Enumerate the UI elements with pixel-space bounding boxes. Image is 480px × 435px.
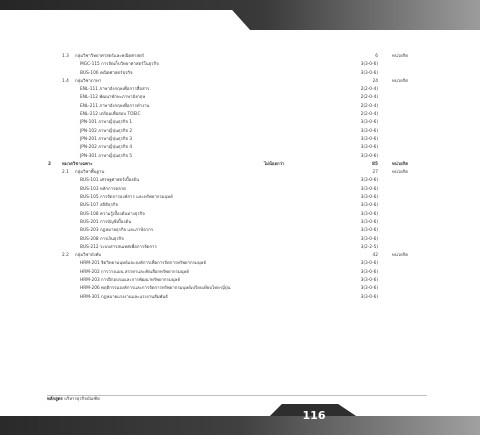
course-row (48, 103, 468, 111)
course-credits: 3(3-0-6) (360, 278, 378, 284)
course-row (48, 285, 468, 293)
course-row (48, 211, 468, 219)
group-title: กลุ่มวิชาภาษา (75, 78, 102, 84)
course-name: JPN-101 ภาษาญี่ปุ่นธุรกิจ 1 (80, 120, 133, 126)
credit-total: 27 (372, 170, 378, 176)
course-row (48, 153, 468, 161)
course-row (48, 269, 468, 277)
credit-unit: หน่วยกิต (392, 54, 409, 59)
group-row (48, 252, 468, 260)
course-row (48, 186, 468, 194)
course-credits: 2(2-0-4) (360, 87, 378, 93)
course-row (48, 94, 468, 102)
course-credits: 2(2-0-4) (360, 95, 378, 101)
course-name: BUS-101 เศรษฐศาสตร์เบื้องต้น (80, 178, 140, 184)
course-row (48, 219, 468, 227)
course-name: ENL-111 ภาษาอังกฤษเพื่อการสื่อสาร (80, 87, 150, 93)
bottom-banner (0, 404, 480, 435)
category-title: หมวดวิชาเฉพาะ (62, 161, 93, 167)
course-name: BUS-105 การจัดการองค์การ และทรัพยากรมนุษย์ (80, 195, 173, 201)
course-row (48, 111, 468, 119)
course-name: JPN-102 ภาษาญี่ปุ่นธุรกิจ 2 (80, 128, 133, 134)
group-title: กลุ่มวิชาวิทยาศาสตร์และคณิตศาสตร์ (75, 54, 145, 59)
course-name: BUS-208 การเงินธุรกิจ (80, 236, 124, 242)
group-row (48, 78, 468, 86)
course-credits: 3(3-0-6) (360, 236, 378, 242)
course-credits: 3(3-0-6) (360, 145, 378, 151)
course-name: HRM-203 การฝึกอบรมและการพัฒนาทรัพยากรมนุษย์ (80, 278, 180, 284)
credit-unit: หน่วยกิต (392, 170, 409, 176)
credit-unit: หน่วยกิต (392, 161, 409, 167)
course-credits: 3(3-0-6) (360, 153, 378, 159)
course-credits: 3(3-0-6) (360, 62, 378, 68)
course-row (48, 128, 468, 136)
credit-total: 42 (372, 253, 378, 259)
group-title: กลุ่มวิชาพื้นฐาน (75, 170, 105, 176)
course-row (48, 119, 468, 127)
course-credits: 3(3-0-6) (360, 186, 378, 192)
course-credits: 3(3-0-6) (360, 211, 378, 217)
course-row (48, 144, 468, 152)
course-credits: 3(3-0-6) (360, 219, 378, 225)
group-number: 1.4 (62, 78, 69, 84)
course-row (48, 177, 468, 185)
credit-unit: หน่วยกิต (392, 78, 409, 84)
course-credits: 3(3-0-6) (360, 294, 378, 300)
group-number: 2.2 (62, 253, 69, 259)
group-number: 1.3 (62, 54, 69, 59)
group-title: กลุ่มวิชาบังคับ (75, 253, 102, 259)
group-number: 2.1 (62, 170, 69, 176)
course-row (48, 260, 468, 268)
course-row (48, 236, 468, 244)
course-row (48, 70, 468, 78)
course-row (48, 244, 468, 252)
course-name: JPN-201 ภาษาญี่ปุ่นธุรกิจ 3 (80, 136, 133, 142)
course-name: BUS-212 ระบบสารสนเทศเพื่อการจัดการ (80, 244, 157, 250)
course-credits: 2(2-0-4) (360, 112, 378, 118)
credit-total: 85 (372, 161, 378, 167)
category-note: ไม่น้อยกว่า (264, 161, 285, 167)
page-number: 116 (302, 409, 326, 422)
course-row (48, 61, 468, 69)
course-row (48, 86, 468, 94)
course-name: BUS-201 การบัญชีเบื้องต้น (80, 219, 132, 225)
course-name: BUS-203 กฎหมายธุรกิจ และภาษีอากร (80, 228, 154, 234)
category-number: 2 (48, 161, 51, 167)
course-credits: 3(2-2-5) (360, 244, 378, 250)
course-name: BUS-106 คณิตศาสตร์ธุรกิจ (80, 70, 133, 76)
credit-total: 24 (372, 78, 378, 84)
course-name: BUS-103 หลักการตลาด (80, 186, 126, 192)
course-row (48, 277, 468, 285)
footer-divider (47, 395, 427, 396)
footer-brand: หลักสูตร (47, 397, 63, 402)
course-name: HRM-202 การวางแผน สรรหาและคัดเลือกทรัพยากรมนุษย์ (80, 269, 189, 275)
course-credits: 3(3-0-6) (360, 136, 378, 142)
course-credits: 3(3-0-6) (360, 286, 378, 292)
course-credits: 2(2-0-4) (360, 103, 378, 109)
course-credits: 3(3-0-6) (360, 195, 378, 201)
course-name: HRM-301 กฎหมายแรงงานและแรงงานสัมพันธ์ (80, 294, 168, 300)
credit-unit: หน่วยกิต (392, 253, 409, 259)
course-name: ENL-212 เตรียมเพื่อสอบ TOEIC (80, 112, 141, 118)
course-name: ENL-112 พัฒนาทักษะภาษาอังกฤษ (80, 95, 146, 101)
top-banner (0, 0, 480, 30)
course-credits: 3(3-0-6) (360, 203, 378, 209)
group-row (48, 169, 468, 177)
course-name: BUS-108 ความรู้เบื้องต้นทางธุรกิจ (80, 211, 145, 217)
course-credits: 3(3-0-6) (360, 261, 378, 267)
course-name: BUS-107 สถิติธุรกิจ (80, 203, 119, 209)
credit-total: 6 (375, 54, 378, 59)
curriculum-list (48, 53, 468, 302)
course-row (48, 194, 468, 202)
course-credits: 3(3-0-6) (360, 228, 378, 234)
course-row (48, 136, 468, 144)
course-credits: 3(3-0-6) (360, 120, 378, 126)
course-row (48, 294, 468, 302)
course-credits: 3(3-0-6) (360, 128, 378, 134)
course-name: JPN-301 ภาษาญี่ปุ่นธุรกิจ 5 (80, 153, 133, 159)
group-row (48, 53, 468, 61)
course-credits: 3(3-0-6) (360, 70, 378, 76)
footer-label (47, 396, 100, 404)
course-credits: 3(3-0-6) (360, 178, 378, 184)
course-name: JPN-202 ภาษาญี่ปุ่นธุรกิจ 4 (80, 145, 133, 151)
category-row (48, 161, 468, 169)
course-name: ENL-211 ภาษาอังกฤษเพื่อการทำงาน (80, 103, 150, 109)
course-row (48, 227, 468, 235)
footer-text: บริหารธุรกิจบัณฑิต (62, 397, 100, 402)
course-row (48, 202, 468, 210)
course-name: MGC-115 การจัดเก็บวิทยาศาสตร์ในธุรกิจ (80, 62, 159, 68)
course-name: HRM-201 จิตวิทยามนุษย์และองค์การเพื่อการจัดการทรัพยากรมนุษย์ (80, 261, 206, 267)
course-credits: 3(3-0-6) (360, 269, 378, 275)
course-name: HRM-206 พฤติกรรมองค์การและการจัดการทรัพยากรมนุษย์เปรียบเทียบไทย-ญี่ปุ่น (80, 286, 231, 292)
